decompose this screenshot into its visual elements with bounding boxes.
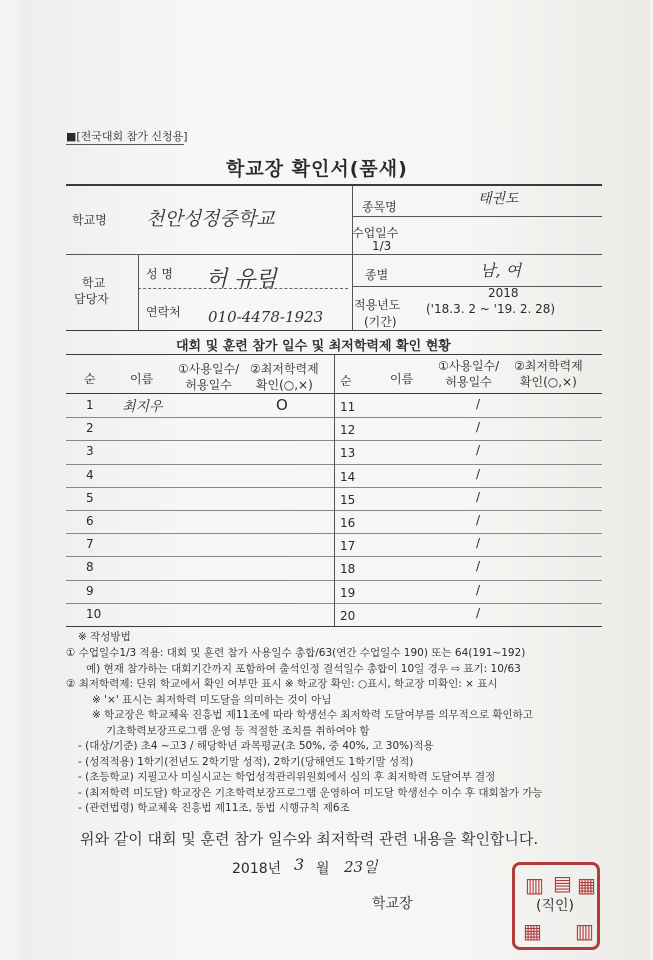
teacher-label-line2: 담당자 bbox=[74, 292, 109, 306]
row-no-right: 11 bbox=[340, 400, 356, 414]
note-line: ※ 학교장은 학교체육 진흥법 제11조에 따라 학생선수 최저학력 도달여부를 의무적으로 확인하고 bbox=[92, 709, 533, 721]
row-no-left: 8 bbox=[86, 560, 94, 575]
row-no-left: 10 bbox=[86, 606, 102, 621]
row-no-right: 13 bbox=[340, 446, 356, 461]
teacher-name-underline bbox=[138, 288, 348, 289]
row-name-left: 최지우 bbox=[122, 399, 163, 415]
note-line: ② 최저학력제: 단위 학교에서 확인 여부만 표시 ※ 학교장 확인: ○표시, 학교장 미확인: × 표시 bbox=[66, 678, 498, 690]
col-header-days-right: ①사용일수/ 허용일수 bbox=[438, 359, 500, 389]
school-label: 학교명 bbox=[72, 213, 107, 227]
info-table-top-border bbox=[66, 184, 602, 186]
table-bottom-border bbox=[66, 626, 602, 627]
row-check-left: O bbox=[276, 396, 288, 414]
note-line: 기초학력보장프로그램 운영 등 적절한 조치를 취하여야 함 bbox=[106, 724, 370, 737]
school-official-seal: ▥ ▤ ▦ ▦ ▥ bbox=[512, 862, 600, 950]
note-line: 예) 현재 참가하는 대회기간까지 포함하여 출석인정 결석일수 총합이 10일 경우 ⇨ 표기: 10/63 bbox=[86, 662, 521, 675]
row-no-right: 15 bbox=[340, 492, 356, 507]
note-line: - (관련법령) 학교체육 진흥법 제11조, 동법 시행규칙 제6조 bbox=[78, 802, 350, 814]
note-line: ① 수업일수1/3 적용: 대회 및 훈련 참가 사용일수 총합/63(연간 수업일수 190) 또는 64(191~192) bbox=[66, 647, 526, 659]
info-table-bottom-border bbox=[66, 330, 602, 331]
school-name-value: 천안성정중학교 bbox=[146, 208, 275, 230]
row-no-right: 16 bbox=[340, 516, 356, 530]
class-days-label: 수업일수 bbox=[352, 226, 399, 240]
event-value: 태권도 bbox=[478, 191, 519, 207]
date-month-value: 3 bbox=[294, 855, 305, 874]
row-no-right: 19 bbox=[340, 585, 356, 600]
class-days-fraction: 1/3 bbox=[372, 239, 392, 253]
row-no-right: 12 bbox=[340, 423, 356, 438]
row-no-right: 18 bbox=[340, 562, 356, 577]
teacher-block-divider bbox=[138, 254, 139, 330]
col-header-no-left: 순 bbox=[84, 372, 96, 386]
row-days-right: / bbox=[476, 443, 481, 458]
event-label: 종목명 bbox=[362, 200, 397, 214]
date-year: 2018년 bbox=[232, 861, 282, 877]
document-title: 학교장 확인서(품새) bbox=[226, 158, 408, 180]
col-header-check-left: ②최저학력제 확인(○,×) bbox=[250, 362, 319, 392]
row-no-left: 6 bbox=[86, 514, 94, 528]
school-row-bottom-border bbox=[66, 254, 602, 255]
info-center-divider bbox=[352, 186, 353, 330]
row-days-right: / bbox=[476, 420, 481, 435]
col-header-check-right: ②최저학력제 확인(○,×) bbox=[514, 359, 583, 389]
row-no-left: 9 bbox=[86, 583, 94, 598]
row-days-right: / bbox=[476, 559, 481, 574]
contact-value: 010-4478-1923 bbox=[208, 308, 324, 326]
row-days-right: / bbox=[476, 536, 481, 551]
row-no-left: 2 bbox=[86, 421, 94, 436]
row-no-right: 17 bbox=[340, 539, 356, 554]
teacher-label-line1: 학교 bbox=[82, 276, 106, 290]
row-days-right: / bbox=[476, 582, 481, 597]
principal-label: 학교장 bbox=[372, 896, 413, 912]
note-line: - (대상/기준) 초4 ~고3 / 해당학년 과목평균(초 50%, 중 40%, 고 30%)적용 bbox=[78, 740, 434, 752]
note-line: ※ '×' 표시는 최저학력 미도달을 의미하는 것이 아님 bbox=[92, 693, 332, 706]
col-header-days-left: ①사용일수/ 허용일수 bbox=[178, 362, 240, 392]
date-day: 23일 bbox=[344, 858, 378, 876]
row-days-right: / bbox=[476, 489, 481, 504]
row-days-right: / bbox=[476, 513, 481, 527]
gender-value: 남, 여 bbox=[480, 261, 522, 280]
col-header-name-left: 이름 bbox=[130, 372, 154, 386]
teacher-name-value: 허 유림 bbox=[206, 267, 277, 292]
row-days-right: / bbox=[476, 397, 481, 411]
contact-label: 연락처 bbox=[146, 305, 181, 319]
event-row-divider bbox=[352, 216, 602, 217]
table-center-divider bbox=[334, 355, 335, 627]
row-no-left: 5 bbox=[86, 490, 94, 505]
teacher-name-label: 성 명 bbox=[146, 267, 173, 281]
gender-row-divider bbox=[352, 286, 602, 287]
form-type-label: ■[전국대회 참가 신청용] bbox=[66, 130, 188, 143]
year-sub-label: (기간) bbox=[364, 315, 397, 329]
row-days-right: / bbox=[476, 605, 481, 620]
col-header-name-right: 이름 bbox=[390, 372, 414, 386]
col-header-no-right: 순 bbox=[340, 374, 352, 388]
row-days-right: / bbox=[476, 466, 481, 481]
row-no-right: 14 bbox=[340, 469, 356, 484]
note-line: - (성적적용) 1학기(전년도 2학기말 성적), 2학기(당해연도 1학기말 성적) bbox=[78, 755, 414, 768]
period-value: ('18.3. 2 ~ '19. 2. 28) bbox=[426, 302, 556, 316]
date-month-label: 월 bbox=[316, 861, 330, 877]
row-no-left: 1 bbox=[86, 398, 94, 412]
row-no-right: 20 bbox=[340, 608, 356, 623]
seal-placeholder-text: (직인) bbox=[536, 898, 574, 914]
row-no-left: 3 bbox=[86, 444, 94, 459]
form-type-underline bbox=[66, 144, 184, 145]
confirm-statement: 위와 같이 대회 및 훈련 참가 일수와 최저학력 관련 내용을 확인합니다. bbox=[80, 830, 539, 848]
notes-title: ※ 작성방법 bbox=[78, 631, 131, 643]
row-no-left: 4 bbox=[86, 467, 94, 482]
row-no-left: 7 bbox=[86, 537, 94, 552]
note-line: - (최저학력 미도달) 학교장은 기초학력보장프로그램 운영하여 미도달 학생선수 이수 후 대회참가 가능 bbox=[78, 786, 543, 799]
note-line: - (초등학교) 지필고사 미실시교는 학업성적관리위원회에서 심의 후 최저학력 도달여부 결정 bbox=[78, 771, 496, 783]
section-title: 대회 및 훈련 참가 일수 및 최저학력제 확인 현황 bbox=[176, 339, 451, 354]
gender-label: 종별 bbox=[365, 268, 389, 282]
year-value: 2018 bbox=[488, 286, 519, 300]
year-label: 적용년도 bbox=[354, 298, 401, 312]
